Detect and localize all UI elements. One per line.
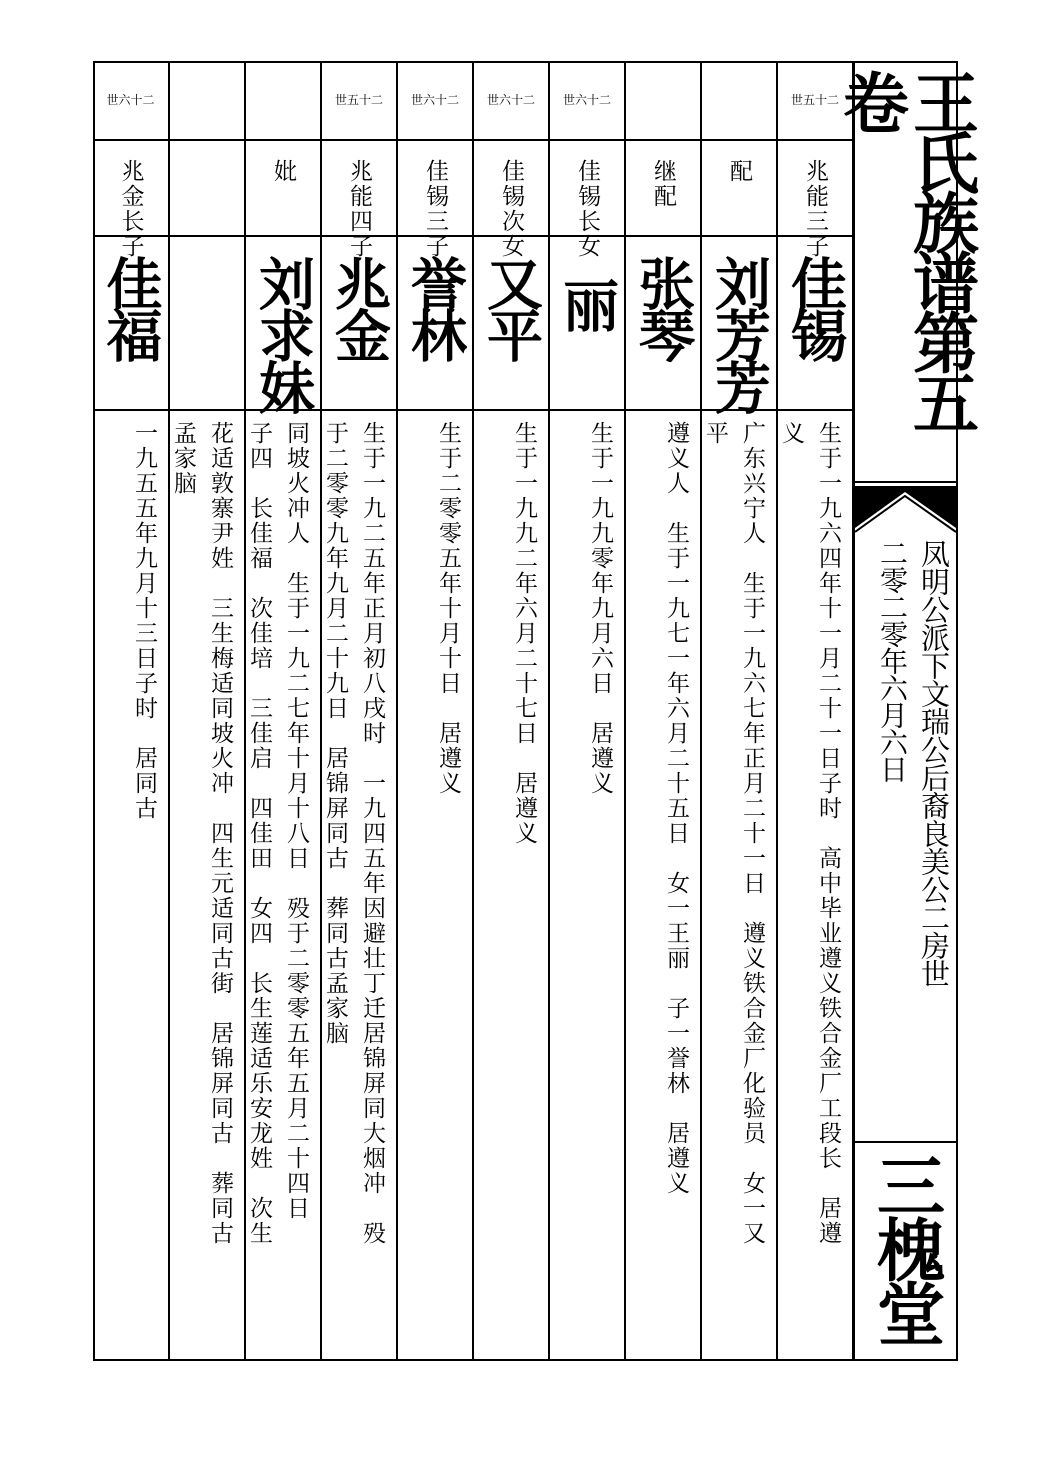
person-biography: 生于一九二五年正月初八戌时 一九四五年因避壮丁迁居锦屏同大烟冲 殁 于二零零九年九月二十九日 居锦屏同古 葬同古孟家脑 [322,421,385,1246]
entry-column [472,63,548,1359]
person-biography: 生于一九九零年九月六日 居遵义 [587,421,613,796]
person-biography: 同坡火冲人 生于一九二七年十月十八日 殁于二零零五年五月二十四日 子四 长佳福 次佳培 三佳启 四佳田 女四 长生莲适乐安龙姓 次生 [246,421,309,1246]
compile-date: 二零二零年六月六日 [876,539,909,782]
person-biography: 一九五五年九月十三日子时 居同古 [131,421,157,821]
title-subtitle-block [874,539,952,1139]
generation-label: 世六十二 [410,93,459,107]
person-name: 刘芳芳 [706,255,772,411]
book-title: 王氏族谱第五卷 [831,69,980,429]
person-biography: 遵义人 生于一九七一年六月二十五日 女一王丽 子一誉林 居遵义 [663,421,689,1196]
person-name: 佳福 [97,255,164,359]
relation-label: 继配 [650,159,676,209]
entry-column [396,63,472,1359]
person-biography: 生于二零零五年十月十日 居遵义 [435,421,461,796]
entry-column [700,63,776,1359]
entry-column [244,63,320,1359]
entry-column [624,63,700,1359]
generation-label: 世六十二 [562,93,611,107]
person-biography: 广东兴宁人 生于一九六七年正月二十一日 遵义铁合金厂化验员 女一又 平 [702,421,765,1246]
lineage-subtitle: 凤明公派下文瑞公后裔良美公二房世 [917,539,951,987]
relation-label: 兆能四子 [346,159,372,259]
person-name: 兆金 [326,255,392,359]
entry-column [776,63,852,1359]
generation-label: 世五十二 [790,93,839,107]
hall-divider [855,1141,956,1143]
person-name: 又平 [478,255,544,359]
relation-label: 兆金长子 [117,159,144,259]
relation-label: 佳锡次女 [498,159,524,259]
person-name: 刘求妹 [250,255,316,411]
entry-column [168,63,244,1359]
relation-label: 妣 [270,159,296,184]
entry-column [93,63,168,1359]
person-biography: 生于一九九二年六月二十七日 居遵义 [511,421,537,846]
relation-label: 配 [726,159,752,184]
person-name: 誉林 [402,255,468,359]
generation-label: 世六十二 [486,93,535,107]
chevron-ornament-icon [855,486,956,536]
person-name: 张琴 [630,255,696,359]
relation-label: 兆能三子 [802,159,828,259]
generation-label: 世五十二 [334,93,383,107]
person-name: 丽 [554,277,620,329]
title-divider [855,481,956,483]
generation-label: 世六十二 [106,93,155,107]
hall-name: 三槐堂 [865,1151,946,1343]
title-column [831,63,980,1359]
relation-label: 佳锡长女 [574,159,600,259]
person-biography: 花适敦寨尹姓 三生梅适同坡火冲 四生元适同古街 居锦屏同古 葬同古 孟家脑 [170,421,233,1246]
person-biography: 生于一九六四年十一月二十一日子时 高中毕业遵义铁合金厂工段长 居遵 义 [778,421,841,1246]
person-name: 佳锡 [782,255,848,359]
genealogy-page [93,61,980,1361]
entry-column [320,63,396,1359]
relation-label: 佳锡三子 [422,159,448,259]
entry-column [548,63,624,1359]
